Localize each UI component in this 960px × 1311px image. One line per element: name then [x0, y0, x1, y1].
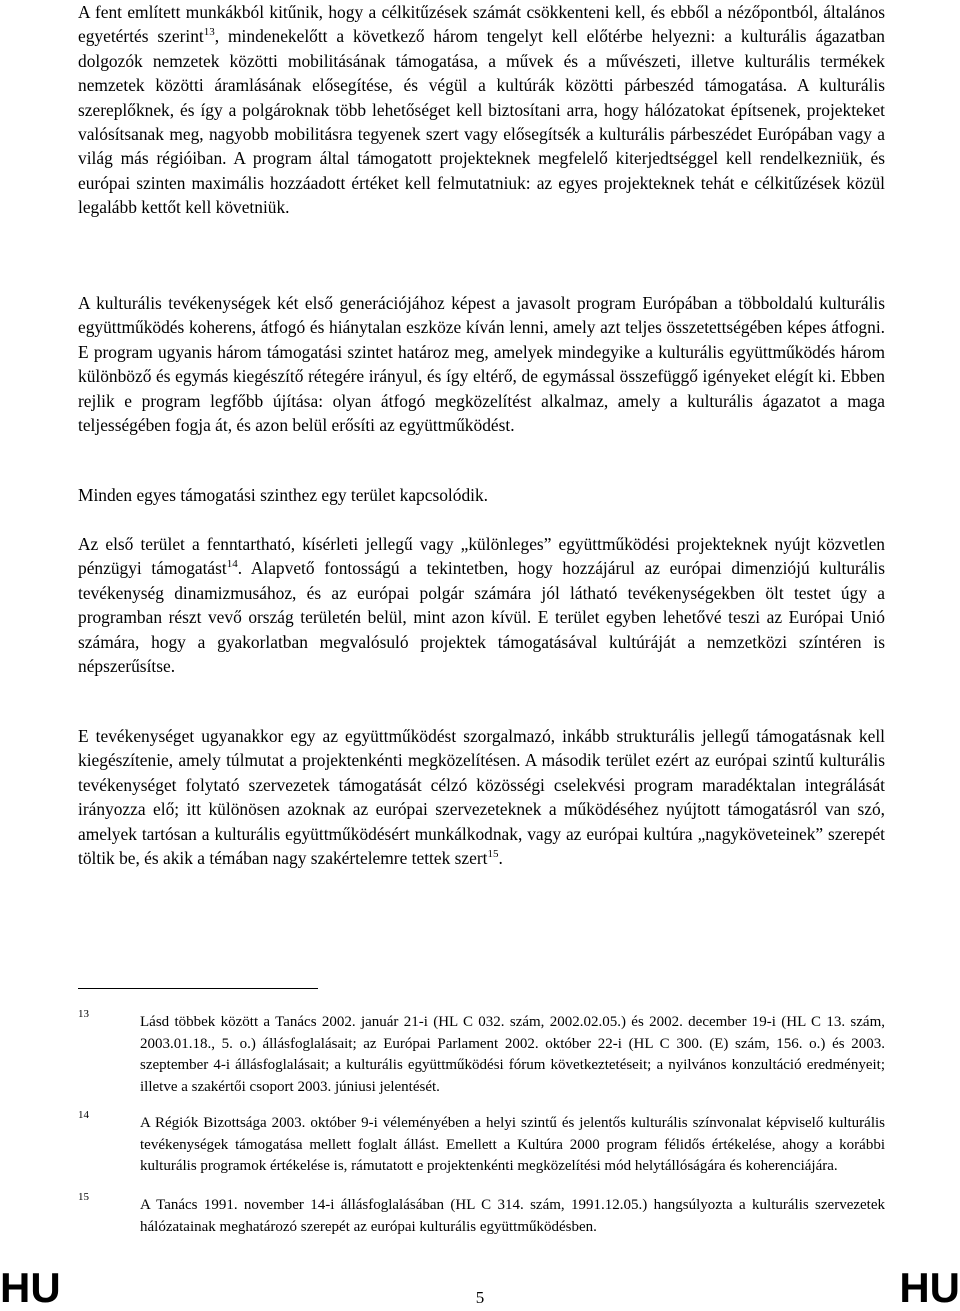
language-code-right: HU: [899, 1264, 960, 1311]
language-code-left: HU: [0, 1264, 61, 1311]
footnote-number: 14: [78, 1109, 89, 1121]
footnote-text: A Tanács 1991. november 14-i állásfoglalásában (HL C 314. szám, 1991.12.05.) hangsúlyozta a kulturális szervezetek hálózatainak meghatározó szerepét az európai kulturális együttműködésben.: [140, 1197, 885, 1235]
footnote-14: [78, 1109, 885, 1178]
footnote-ref-15[interactable]: 15: [487, 848, 499, 861]
paragraph-2: A kulturális tevékenységek két első generációjához képest a javasolt program Európában a többoldalú kulturális együttműködés koherens, átfogó és hiánytalan eszköze kíván lenni, amely azt teljes összetettségében képes átfogni. E program ugyanis három támogatási szintet határoz meg, amelyek mindegyike a kulturális együttműködés három különböző és egymás kiegészítő rétegére irányul, és így eltérő, de egymással összefüggő igényeket elégít ki. Ebben rejlik e program legfőbb újítása: olyan átfogó megközelítést alkalmaz, amely a kulturális ágazatot a maga teljességében fogja át, és azon belül erősíti az együttműködést.: [78, 293, 885, 436]
footnote-13: [78, 1008, 885, 1098]
footnote-text: A Régiók Bizottsága 2003. október 9-i véleményében a helyi szintű és jelentős kulturális színvonalat képviselő kulturális tevékenységek támogatása mellett foglalt állást. Emellett a Kultúra 2000 program félidős értékelése, ahogy a korábbi kulturális programok értékelése is, rámutatott e projektenkénti megközelítési mód helytállóságára és koherenciájára.: [140, 1115, 885, 1174]
footnote-separator: [78, 988, 318, 989]
footnote-number: 15: [78, 1191, 89, 1203]
footnote-ref-13[interactable]: 13: [203, 26, 215, 39]
footnote-15: [78, 1191, 885, 1238]
footnote-number: 13: [78, 1008, 89, 1020]
footnote-text: Lásd többek között a Tanács 2002. január 21-i (HL C 032. szám, 2002.02.05.) és 2002. december 19-i (HL C 13. szám, 2003.01.18., 5. o.) állásfoglalásait; az Európai Parlament 2002. október 22-i (HL C 300. (E) szám, 156. o.) és 2003. szeptember 4-i állásfoglalásait; a kulturális együttműködési fórum következtetéseit; a nyilvános konzultáció eredményeit; illetve a szakértői csoport 2003. júniusi jelentését.: [140, 1014, 885, 1095]
paragraph-1: A fent említett munkákból kitűnik, hogy a célkitűzések számát csökkenteni kell, és ebből a nézőpontból, általános egyetértés szerint$^{13}$, mindenekelőtt a következő három tengelyt kell előtérbe helyezni: a kulturális ágazatban dolgozók nemzetek közötti mobilitásának támogatása, a művek és a művészeti, illetve kulturális termékek nemzetek közötti áramlásának elősegítése, és végül a kultúrák közötti párbeszéd támogatása. A kulturális szereplőknek, és így a polgároknak több lehetőséget kell biztosítani arra, hogy hálózatokat építsenek, projekteket valósítsanak meg, nagyobb mobilitásra tegyenek szert vagy elősegítsék a kulturális párbeszédet Európában vagy a világ más régióiban. A program által támogatott projekteknek megfelelő kiterjedtséggel kell rendelkezniük, és európai szinten maximális hozzáadott értéket kell felmutatniuk: az egyes projekteknek tehát e célkitűzések közül legalább kettőt kell követniük.: [78, 2, 885, 218]
paragraph-4: Az első terület a fenntartható, kísérleti jellegű vagy „különleges” együttműködési projekteknek nyújt közvetlen pénzügyi támogatást$^{14}$. Alapvető fontosságú a tekintetben, hogy hozzájárul az európai dimenziójú kulturális tevékenység dinamizmusához, és az európai polgár számára jól látható tevékenységekben ölt testet úgy a programban részt vevő ország területén belül, mint azon kívül. E terület egyben lehetővé teszi az Európai Unió számára, hogy a gyakorlatban megvalósuló projektek támogatásával kultúráját a nemzetközi színtéren is népszerűsítse.: [78, 534, 885, 677]
footnote-ref-14[interactable]: 14: [226, 558, 238, 571]
paragraph-3: Minden egyes támogatási szinthez egy terület kapcsolódik.: [78, 485, 489, 505]
page-number: 5: [475, 1288, 485, 1307]
paragraph-5: E tevékenységet ugyanakkor egy az együttműködést szorgalmazó, inkább strukturális jellegű támogatásnak kell kiegészítenie, amely túlmutat a projektenkénti megközelítésen. A második terület ezért az európai szintű kulturális tevékenységet folytató szervezetek támogatását célzó közösségi cselekvési program maradéktalan integrálását irányozza elő; itt különösen azoknak az európai szervezeteknek a működéséhez nyújtott támogatásról van szó, amelyek tartósan a kulturális együttműködésért munkálkodnak, vagy az európai kultúra „nagyköveteinek” szerepét töltik be, és akik a témában nagy szakértelemre tettek szert$^{15}$.: [78, 726, 885, 869]
